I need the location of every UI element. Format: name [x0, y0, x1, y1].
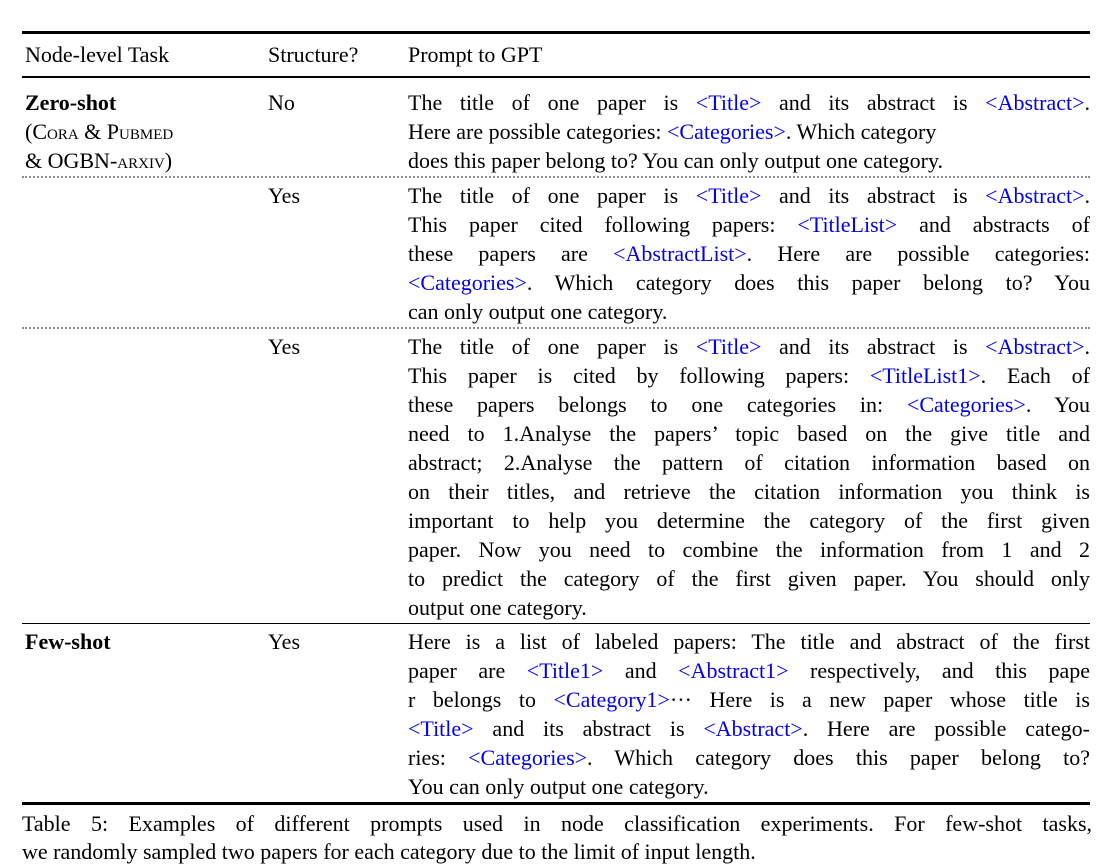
- prompt-line: [408, 656, 1090, 685]
- table-row: [22, 329, 1090, 624]
- prompt-text: ries:: [408, 745, 469, 770]
- header-node-level-task: Node-level Task: [25, 42, 170, 67]
- prompt-line: [408, 332, 1090, 361]
- prompt-text: The title of one paper is: [408, 334, 696, 359]
- prompt-text: . You: [1025, 392, 1090, 417]
- prompt-cell: [405, 627, 1090, 801]
- prompt-text: .: [1084, 90, 1090, 115]
- prompt-cell: [405, 181, 1090, 326]
- structure-cell: No: [268, 90, 295, 115]
- placeholder-token: <Category1>: [553, 687, 670, 712]
- task-line: & OGBN-arxiv): [25, 148, 173, 173]
- prompt-line: [408, 593, 1090, 622]
- prompt-text: . Here are possible categories:: [746, 241, 1090, 266]
- prompt-text: This paper is cited by following papers:: [408, 363, 870, 388]
- prompt-line: [408, 268, 1090, 297]
- prompt-line: [408, 772, 1090, 801]
- prompt-text: and its abstract is: [473, 716, 704, 741]
- prompt-line: [408, 117, 1090, 146]
- prompt-line: [408, 743, 1090, 772]
- prompt-text: . Which category does this paper belong to?: [587, 745, 1090, 770]
- prompt-text: Here are possible categories:: [408, 119, 667, 144]
- prompt-line: [408, 477, 1090, 506]
- prompt-line: [408, 714, 1090, 743]
- prompt-text: and abstracts of: [897, 212, 1090, 237]
- prompt-text: The title of one paper is: [408, 90, 696, 115]
- caption-line: we randomly sampled two papers for each category due to the limit of input length.: [22, 839, 756, 864]
- prompt-line: [408, 685, 1090, 714]
- task-line: Few-shot: [25, 629, 111, 654]
- placeholder-token: <Title>: [695, 334, 762, 359]
- task-cell: [22, 332, 265, 622]
- placeholder-token: <Categories>: [468, 745, 588, 770]
- prompt-text: paper. Now you need to combine the information from 1 and 2: [408, 537, 1090, 562]
- task-line: Zero-shot: [25, 90, 117, 115]
- prompt-text: . Here are possible catego-: [802, 716, 1090, 741]
- prompt-line: [408, 419, 1090, 448]
- table-body: [22, 78, 1090, 802]
- prompt-text: output one category.: [408, 595, 587, 620]
- placeholder-token: <Abstract>: [703, 716, 803, 741]
- prompt-text: Here is a list of labeled papers: The title and abstract of the first: [408, 629, 1090, 654]
- prompt-text: these papers are: [408, 241, 614, 266]
- placeholder-token: <TitleList>: [797, 212, 898, 237]
- header-prompt-to-gpt: Prompt to GPT: [408, 42, 543, 67]
- task-cell: [22, 88, 265, 175]
- prompt-text: . Which category does this paper belong to? You: [526, 270, 1090, 295]
- prompt-text: .: [1084, 334, 1090, 359]
- task-cell: [22, 627, 265, 801]
- prompt-line: [408, 361, 1090, 390]
- prompt-text: This paper cited following papers:: [408, 212, 798, 237]
- placeholder-token: <Title>: [695, 90, 762, 115]
- prompt-line: [408, 88, 1090, 117]
- prompt-text: and its abstract is: [761, 90, 986, 115]
- table-header-row: [22, 34, 1090, 76]
- table-caption: [22, 810, 1092, 866]
- prompt-cell: [405, 88, 1090, 175]
- placeholder-token: <Abstract>: [985, 334, 1085, 359]
- placeholder-token: <Abstract>: [985, 90, 1085, 115]
- prompt-line: [408, 506, 1090, 535]
- table-bottom-rule: [22, 802, 1090, 805]
- placeholder-token: <AbstractList>: [613, 241, 747, 266]
- prompt-text: r belongs to: [408, 687, 554, 712]
- prompt-text: You can only output one category.: [408, 774, 709, 799]
- task-line: (Cora & Pubmed: [25, 119, 174, 144]
- prompt-text: abstract; 2.Analyse the pattern of citation information based on: [408, 450, 1090, 475]
- placeholder-token: <Categories>: [906, 392, 1026, 417]
- structure-cell: Yes: [268, 183, 301, 208]
- prompt-text: can only output one category.: [408, 299, 668, 324]
- prompt-text: and: [603, 658, 679, 683]
- prompt-text: and its abstract is: [761, 334, 986, 359]
- prompt-line: [408, 448, 1090, 477]
- placeholder-token: <Abstract1>: [678, 658, 789, 683]
- prompt-text: . Which category: [785, 119, 937, 144]
- placeholder-token: <Categories>: [408, 270, 527, 295]
- prompt-line: [408, 535, 1090, 564]
- prompt-text: need to 1.Analyse the papers’ topic based on the give title and: [408, 421, 1090, 446]
- prompt-cell: [405, 332, 1090, 622]
- structure-cell: Yes: [268, 334, 301, 359]
- placeholder-token: <Abstract>: [985, 183, 1085, 208]
- prompt-text: . Each of: [980, 363, 1091, 388]
- prompt-text: on their titles, and retrieve the citation information you think is: [408, 479, 1090, 504]
- prompt-line: [408, 146, 1090, 175]
- prompt-line: [408, 210, 1090, 239]
- prompt-line: [408, 390, 1090, 419]
- placeholder-token: <Categories>: [667, 119, 786, 144]
- prompt-text: these papers belongs to one categories in:: [408, 392, 907, 417]
- prompt-line: [408, 564, 1090, 593]
- placeholder-token: <Title>: [695, 183, 762, 208]
- table-row: [22, 624, 1090, 802]
- prompt-table: [22, 31, 1090, 805]
- prompt-line: [408, 297, 1090, 326]
- prompt-line: [408, 239, 1090, 268]
- prompt-text: ··· Here is a new paper whose title is: [669, 687, 1090, 712]
- prompt-line: [408, 627, 1090, 656]
- table-row: [22, 78, 1090, 178]
- task-cell: [22, 181, 265, 326]
- header-structure: Structure?: [268, 42, 359, 67]
- table-row: [22, 178, 1090, 329]
- prompt-text: The title of one paper is: [408, 183, 696, 208]
- prompt-text: to predict the category of the first given paper. You should only: [408, 566, 1090, 591]
- placeholder-token: <Title>: [408, 716, 474, 741]
- placeholder-token: <TitleList1>: [869, 363, 981, 388]
- structure-cell: Yes: [268, 629, 301, 654]
- caption-line: Table 5: Examples of different prompts used in node classification experiments. For few-shot tasks,: [22, 811, 1092, 836]
- prompt-text: respectively, and this pape: [788, 658, 1091, 683]
- prompt-text: .: [1084, 183, 1090, 208]
- prompt-text: important to help you determine the category of the first given: [408, 508, 1090, 533]
- prompt-line: [408, 181, 1090, 210]
- placeholder-token: <Title1>: [526, 658, 604, 683]
- prompt-text: does this paper belong to? You can only output one category.: [408, 148, 944, 173]
- prompt-text: paper are: [408, 658, 527, 683]
- prompt-text: and its abstract is: [761, 183, 986, 208]
